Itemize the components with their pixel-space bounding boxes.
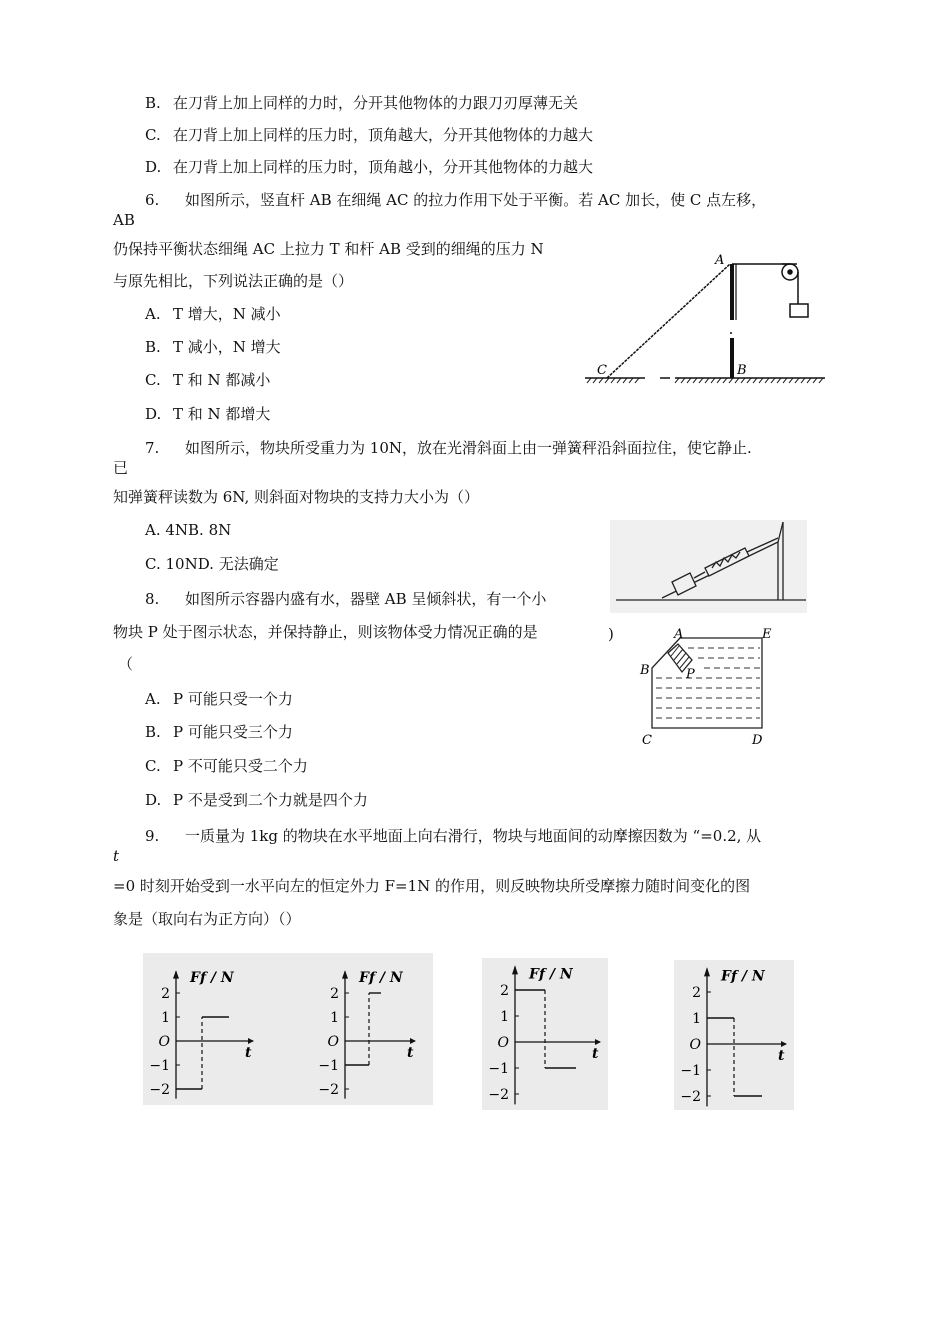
y-tick-label: O [689, 1037, 701, 1053]
q8-paren-close: ) [608, 625, 614, 643]
y-axis-title: Ff / N [721, 968, 765, 985]
x-axis-title: t [245, 1045, 252, 1061]
y-axis-title: Ff / N [529, 966, 573, 983]
q8-fig-label-d: D [752, 733, 763, 748]
q8-paren-open: （ [118, 655, 134, 673]
q8-option-a: A. P 可能只受一个力 [145, 690, 293, 708]
q8-container-figure [632, 624, 782, 748]
q7-incline-figure [610, 520, 807, 613]
q5-option-d: D. 在刀背上加上同样的压力时，顶角越小，分开其他物体的力越大 [145, 158, 594, 176]
x-axis-title: t [778, 1048, 785, 1064]
q6-stem-line2: AB [113, 211, 135, 229]
y-tick-label: −2 [488, 1087, 509, 1103]
y-tick-label: 2 [500, 983, 509, 999]
q9-stem-line1: 9. 一质量为 1kg 的物块在水平地面上向右滑行，物块与地面间的动摩擦因数为 “=0.2, 从 [145, 827, 762, 845]
q8-option-c: C. P 不可能只受二个力 [145, 757, 308, 775]
q6-option-a: A. T 增大，N 减小 [145, 305, 281, 323]
q9-stem-line2: t [113, 847, 120, 865]
q6-option-d: D. T 和 N 都增大 [145, 405, 271, 423]
q8-fig-label-a: A [674, 627, 684, 642]
y-tick-label: 2 [161, 986, 170, 1002]
y-tick-label: −2 [680, 1089, 701, 1105]
q5-option-b: B. 在刀背上加上同样的力时，分开其他物体的力跟刀刃厚薄无关 [145, 94, 579, 112]
q6-stem-line3: 仍保持平衡状态细绳 AC 上拉力 T 和杆 AB 受到的细绳的压力 N [113, 240, 544, 258]
q7-stem-line2: 已 [113, 459, 129, 477]
y-axis-arrow [173, 970, 179, 978]
q7-stem-line1: 7. 如图所示，物块所受重力为 10N，放在光滑斜面上由一弹簧秤沿斜面拉住，使它静止. [145, 439, 752, 457]
q6-fig-label-c: C [597, 363, 607, 378]
q8-option-d: D. P 不是受到二个力就是四个力 [145, 791, 368, 809]
q6-fig-label-a: A [715, 253, 725, 268]
q6-option-b: B. T 减小，N 增大 [145, 338, 281, 356]
q6-fig-label-b: B [737, 363, 747, 378]
q8-stem-line2: 物块 P 处于图示状态，并保持静止，则该物体受力情况正确的是 [113, 623, 538, 641]
y-tick-label: O [158, 1034, 170, 1050]
y-tick-label: O [497, 1035, 509, 1051]
q8-stem-line1: 8. 如图所示容器内盛有水，器壁 AB 呈倾斜状，有一个小 [145, 590, 547, 608]
q6-option-c: C. T 和 N 都减小 [145, 371, 271, 389]
q6-rod-rope-figure [585, 250, 830, 390]
x-axis-arrow [248, 1038, 254, 1044]
q5-option-c: C. 在刀背上加上同样的压力时，顶角越大，分开其他物体的力越大 [145, 126, 594, 144]
y-tick-label: −2 [149, 1082, 170, 1098]
q9-graph-c [482, 958, 608, 1110]
q9-graph-a [143, 953, 288, 1105]
q8-fig-label-p: P [686, 667, 695, 682]
q8-option-b: B. P 可能只受三个力 [145, 723, 293, 741]
x-axis-arrow [781, 1041, 787, 1047]
q7-options-ab: A. 4NB. 8N [145, 521, 232, 539]
q8-fig-label-b: B [640, 663, 650, 678]
q6-stem-line1: 6. 如图所示，竖直杆 AB 在细绳 AC 的拉力作用下处于平衡。若 AC 加长，使 C 点左移， [145, 191, 767, 209]
y-tick-label: −1 [680, 1063, 701, 1079]
q7-options-cd: C. 10ND. 无法确定 [145, 555, 279, 573]
x-axis-title: t [592, 1046, 599, 1062]
q8-fig-label-e: E [762, 627, 772, 642]
y-axis-arrow [512, 965, 518, 974]
y-axis-title: Ff / N [190, 970, 234, 987]
y-tick-label: 1 [692, 1011, 701, 1027]
q7-stem-line3: 知弹簧秤读数为 6N, 则斜面对物块的支持力大小为（） [113, 488, 480, 506]
y-tick-label: 2 [692, 985, 701, 1001]
y-tick-label: 2 [330, 986, 339, 1002]
q6-stem-line4: 与原先相比，下列说法正确的是（） [113, 272, 354, 290]
q8-fig-label-c: C [642, 733, 652, 748]
x-axis-arrow [410, 1038, 416, 1044]
x-axis-arrow [595, 1039, 601, 1045]
q9-stem-line4: 象是（取向右为正方向）（） [113, 910, 301, 928]
y-tick-label: −2 [318, 1082, 339, 1098]
y-axis-arrow [342, 970, 348, 978]
q9-stem-line3: =0 时刻开始受到一水平向左的恒定外力 F=1N 的作用，则反映物块所受摩擦力随时间变化的图 [113, 877, 751, 895]
x-axis-title: t [407, 1045, 414, 1061]
y-tick-label: O [327, 1034, 339, 1050]
y-axis-title: Ff / N [359, 970, 403, 987]
y-tick-label: −1 [488, 1061, 509, 1077]
y-tick-label: 1 [161, 1010, 170, 1026]
y-tick-label: 1 [330, 1010, 339, 1026]
y-tick-label: 1 [500, 1009, 509, 1025]
y-tick-label: −1 [318, 1058, 339, 1074]
q9-graph-b [315, 953, 433, 1105]
y-tick-label: −1 [149, 1058, 170, 1074]
y-axis-arrow [704, 967, 710, 976]
q9-graph-d [674, 960, 794, 1110]
